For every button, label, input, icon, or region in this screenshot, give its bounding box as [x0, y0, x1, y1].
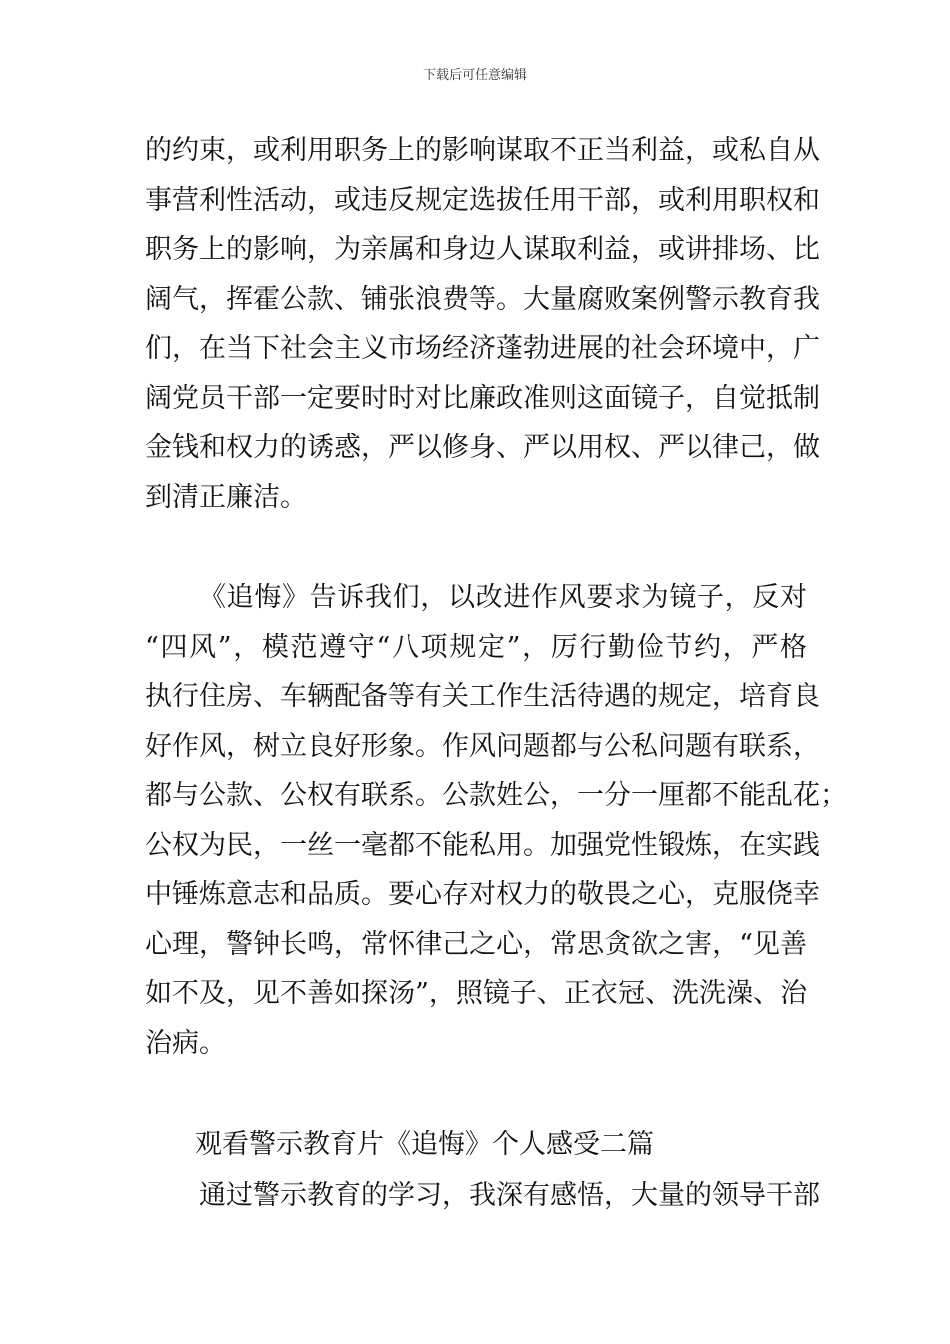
paragraph-line: 们，在当下社会主义市场经济蓬勃进展的社会环境中，广 — [145, 333, 820, 364]
paragraph-line: 《追悔》告诉我们，以改进作风要求为镜子，反对 — [199, 582, 807, 613]
paragraph-line: 好作风，树立良好形象。作风问题都与公私问题有联系， — [145, 730, 820, 762]
paragraph-line: 执行住房、车辆配备等有关工作生活待遇的规定，培育良 — [145, 681, 820, 712]
paragraph-line: 都与公款、公权有联系。公款姓公，一分一厘都不能乱花； — [145, 780, 847, 811]
paragraph-line: 治病。 — [145, 1027, 226, 1059]
paragraph-line: 公权为民，一丝一毫都不能私用。加强党性锻炼，在实践 — [145, 829, 820, 861]
paragraph-line: 如不及，见不善如探汤”，照镜子、正衣冠、洗洗澡、治 — [145, 978, 807, 1009]
paragraph-1 — [145, 126, 820, 522]
paragraph-2 — [145, 573, 847, 1068]
paragraph-line: 阔党员干部一定要时时对比廉政准则这面镜子，自觉抵制 — [145, 382, 820, 414]
paragraph-line: 金钱和权力的诱惑，严以修身、严以用权、严以律己，做 — [145, 432, 820, 463]
section-title: 观看警示教育片《追悔》个人感受二篇 — [195, 1129, 654, 1160]
paragraph-line: 心理，警钟长鸣，常怀律己之心，常思贪欲之害，“见善 — [145, 928, 807, 960]
paragraph-3 — [145, 1171, 820, 1221]
paragraph-line: 职务上的影响，为亲属和身边人谋取利益，或讲排场、比 — [145, 234, 820, 265]
paragraph-line: 通过警示教育的学习，我深有感悟，大量的领导干部 — [199, 1180, 820, 1211]
paragraph-line: 到清正廉洁。 — [145, 481, 307, 513]
paragraph-line: “四风”，模范遵守“八项规定”，厉行勤俭节约，严格 — [145, 631, 807, 663]
paragraph-line: 阔气，挥霍公款、铺张浪费等。大量腐败案例警示教育我 — [145, 283, 820, 315]
paragraph-line: 的约束，或利用职务上的影响谋取不正当利益，或私自从 — [145, 135, 820, 166]
paragraph-line: 事营利性活动，或违反规定选拔任用干部，或利用职权和 — [145, 184, 820, 216]
page-header: 下载后可任意编辑 — [422, 68, 527, 83]
paragraph-line: 中锤炼意志和品质。要心存对权力的敬畏之心，克服侥幸 — [145, 879, 820, 910]
